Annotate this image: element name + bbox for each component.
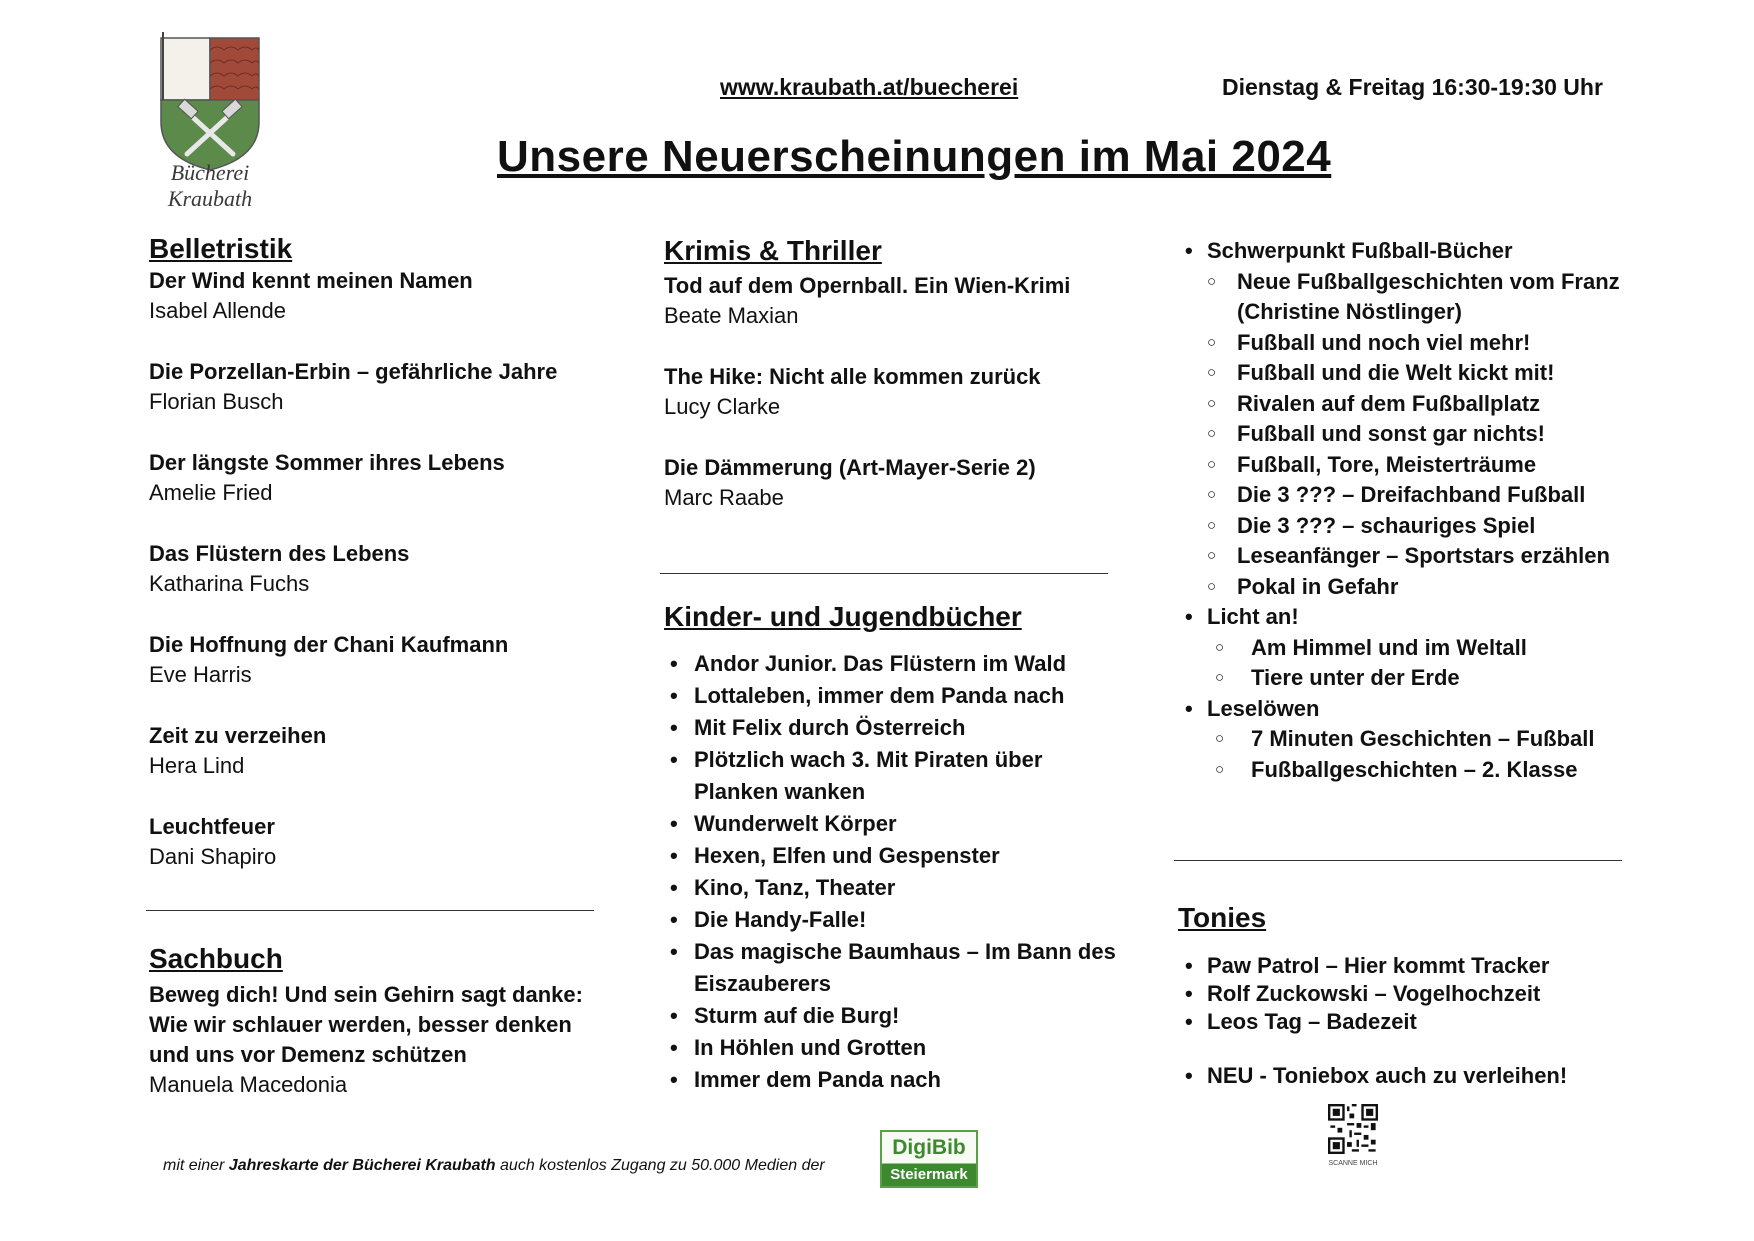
list-item: • Leos Tag – Badezeit (1185, 1008, 1645, 1036)
book-author: Hera Lind (149, 753, 245, 778)
section-divider (146, 910, 594, 911)
sub-list-item: ○ Leseanfänger – Sportstars erzählen (1185, 541, 1645, 572)
opening-hours: Dienstag & Freitag 16:30-19:30 Uhr (1222, 74, 1603, 100)
logo-caption-line: Bücherei (170, 160, 250, 185)
book-author: Isabel Allende (149, 298, 286, 323)
book-author: Amelie Fried (149, 480, 273, 505)
list-item: • Hexen, Elfen und Gespenster (664, 840, 1124, 872)
digibib-logo-subtitle: Steiermark (890, 1166, 968, 1183)
sub-list-item: ○ Fußball und die Welt kickt mit! (1185, 358, 1645, 389)
book-title: Die Porzellan-Erbin – gefährliche Jahre (149, 359, 558, 384)
list-item: • Wunderwelt Körper (664, 808, 1124, 840)
book-title: Der längste Sommer ihres Lebens (149, 450, 505, 475)
list-item: • Immer dem Panda nach (664, 1064, 1124, 1096)
kinder-list (664, 648, 1124, 1096)
book-title: Beweg dich! Und sein Gehirn sagt danke: Wie wir schlauer werden, besser denken und uns vor Demenz schützen (149, 982, 583, 1067)
book-author: Lucy Clarke (664, 394, 781, 419)
book-entry (149, 266, 619, 326)
book-author: Eve Harris (149, 662, 252, 687)
belletristik-heading: Belletristik (149, 233, 293, 264)
book-entry (149, 448, 619, 508)
list-item: • Plötzlich wach 3. Mit Piraten über Planken wanken (664, 744, 1124, 808)
digibib-logo-title: DigiBib (892, 1136, 966, 1159)
sub-list-item: ○ Neue Fußballgeschichten vom Franz (Christine Nöstlinger) (1185, 267, 1645, 328)
book-title: Der Wind kennt meinen Namen (149, 268, 473, 293)
list-item: • Rolf Zuckowski – Vogelhochzeit (1185, 980, 1645, 1008)
tonies-list (1185, 952, 1645, 1090)
website-link[interactable]: www.kraubath.at/buecherei (720, 74, 1019, 100)
book-author: Katharina Fuchs (149, 571, 310, 596)
sub-list-item: ○ Pokal in Gefahr (1185, 572, 1645, 603)
sachbuch-heading: Sachbuch (149, 943, 283, 974)
qr-code-icon[interactable] (1328, 1104, 1378, 1154)
book-entry (149, 357, 619, 417)
sub-list-item: ○ Fußball und sonst gar nichts! (1185, 419, 1645, 450)
book-entry (149, 721, 619, 781)
sub-list-item: ○ Die 3 ??? – schauriges Spiel (1185, 511, 1645, 542)
sub-list-item: ○ Die 3 ??? – Dreifachband Fußball (1185, 480, 1645, 511)
toniebox-note: • NEU - Toniebox auch zu verleihen! (1185, 1062, 1645, 1090)
page-title: Unsere Neuerscheinungen im Mai 2024 (497, 132, 1332, 181)
book-title: Zeit zu verzeihen (149, 723, 327, 748)
book-entry (664, 453, 1124, 513)
sub-list-item: ○ Fußball und noch viel mehr! (1185, 328, 1645, 359)
footer-text-after: auch kostenlos Zugang zu 50.000 Medien der (495, 1157, 825, 1174)
book-author: Beate Maxian (664, 303, 799, 328)
book-title: Tod auf dem Opernball. Ein Wien-Krimi (664, 273, 1071, 298)
book-title: Die Hoffnung der Chani Kaufmann (149, 632, 509, 657)
list-item: • Kino, Tanz, Theater (664, 872, 1124, 904)
qr-code-label: SCANNE MICH (1328, 1160, 1378, 1167)
footer-note (163, 1157, 825, 1175)
list-group-label: • Licht an! (1185, 602, 1645, 633)
section-divider (660, 573, 1108, 574)
list-group-label: • Schwerpunkt Fußball-Bücher (1185, 236, 1645, 267)
book-title: Leuchtfeuer (149, 814, 275, 839)
book-author: Marc Raabe (664, 485, 784, 510)
sub-list-item: ○ Fußballgeschichten – 2. Klasse (1185, 755, 1645, 786)
list-item: • In Höhlen und Grotten (664, 1032, 1124, 1064)
list-group-label: • Leselöwen (1185, 694, 1645, 725)
logo-caption-line: Kraubath (167, 186, 253, 211)
book-author: Florian Busch (149, 389, 284, 414)
kinder-heading: Kinder- und Jugendbücher (664, 601, 1022, 632)
footer-text-bold: Jahreskarte der Bücherei Kraubath (228, 1157, 496, 1174)
krimis-heading: Krimis & Thriller (664, 235, 882, 266)
sub-list-item: ○ 7 Minuten Geschichten – Fußball (1185, 724, 1645, 755)
section-divider (1174, 860, 1622, 861)
book-author: Manuela Macedonia (149, 1072, 348, 1097)
tonies-heading: Tonies (1178, 902, 1267, 933)
library-logo-caption (145, 160, 275, 212)
book-title: The Hike: Nicht alle kommen zurück (664, 364, 1041, 389)
list-item: • Andor Junior. Das Flüstern im Wald (664, 648, 1124, 680)
list-item: • Mit Felix durch Österreich (664, 712, 1124, 744)
book-entry (664, 271, 1124, 331)
sub-list-item: ○ Am Himmel und im Weltall (1185, 633, 1645, 664)
book-entry (149, 539, 619, 599)
sub-list-item: ○ Tiere unter der Erde (1185, 663, 1645, 694)
list-item: • Sturm auf die Burg! (664, 1000, 1124, 1032)
list-item: • Paw Patrol – Hier kommt Tracker (1185, 952, 1645, 980)
focus-lists (1185, 236, 1645, 785)
sub-list-item: ○ Fußball, Tore, Meisterträume (1185, 450, 1645, 481)
sub-list-item: ○ Rivalen auf dem Fußballplatz (1185, 389, 1645, 420)
list-item: • Die Handy-Falle! (664, 904, 1124, 936)
book-entry (149, 812, 619, 872)
book-title: Die Dämmerung (Art-Mayer-Serie 2) (664, 455, 1036, 480)
footer-text-before: mit einer (163, 1157, 229, 1174)
book-entry (664, 362, 1124, 422)
book-entry (149, 630, 619, 690)
digibib-logo[interactable] (880, 1130, 978, 1188)
book-title: Das Flüstern des Lebens (149, 541, 410, 566)
list-item: • Lottaleben, immer dem Panda nach (664, 680, 1124, 712)
book-author: Dani Shapiro (149, 844, 277, 869)
list-item: • Das magische Baumhaus – Im Bann des Eiszauberers (664, 936, 1124, 1000)
book-entry (149, 980, 609, 1100)
